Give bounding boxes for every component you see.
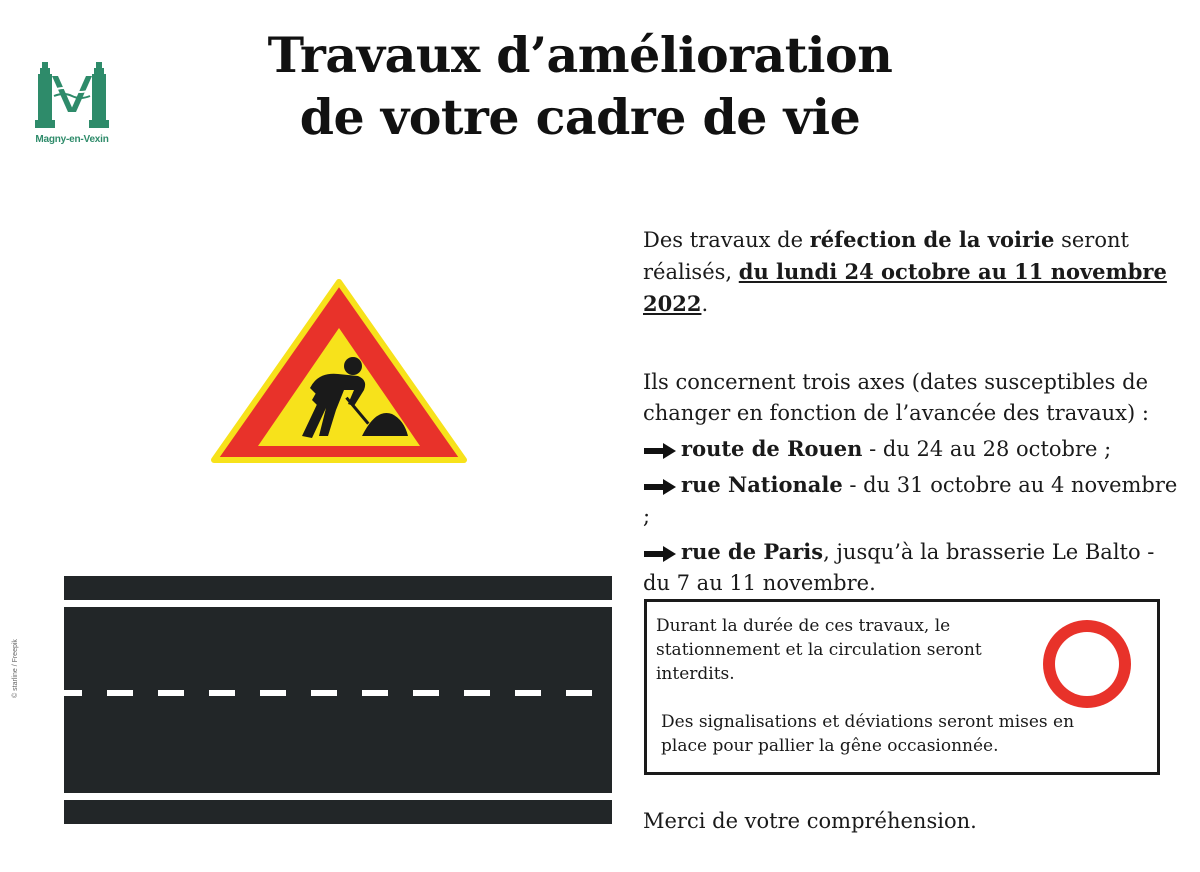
notice-text-1: Durant la durée de ces travaux, le stationnement et la circulation seront interdits. bbox=[656, 616, 982, 684]
closing-text: Merci de votre compréhension. bbox=[643, 809, 977, 833]
town-logo-icon bbox=[34, 60, 110, 132]
roadwork-warning-sign-icon bbox=[208, 276, 470, 472]
intro-bold: réfection de la voirie bbox=[809, 227, 1055, 252]
road-dash bbox=[413, 690, 439, 696]
list-item bbox=[643, 536, 1183, 599]
title-line-1: Travaux d’amélioration bbox=[267, 26, 893, 84]
intro-text-2: seront réalisés, bbox=[643, 228, 1129, 284]
road-dash bbox=[209, 690, 235, 696]
list-item bbox=[643, 433, 1183, 465]
road-dash bbox=[158, 690, 184, 696]
intro-text-3: . bbox=[701, 292, 709, 316]
axes-lead: Ils concernent trois axes (dates susceptibles de changer en fonction de l’avancée des travaux) : bbox=[643, 370, 1149, 425]
notice-text-2: Des signalisations et déviations seront mises en place pour pallier la gêne occasionnée. bbox=[661, 712, 1075, 756]
no-vehicles-sign-icon bbox=[1037, 616, 1137, 712]
list-item bbox=[643, 469, 1183, 532]
axis-detail: - du 24 au 28 octobre ; bbox=[862, 437, 1112, 461]
arrow-right-icon bbox=[643, 442, 677, 460]
axis-name: route de Rouen bbox=[681, 436, 863, 461]
town-logo-text: Magny-en-Vexin bbox=[35, 134, 109, 145]
axis-name: rue de Paris bbox=[681, 539, 824, 564]
road-dash bbox=[107, 690, 133, 696]
image-credit: © starline / Freepik bbox=[11, 639, 19, 698]
axis-detail: , jusqu’à la brasserie Le Balto - du 7 au 11 novembre. bbox=[643, 540, 1155, 595]
axis-name: rue Nationale bbox=[681, 472, 843, 497]
town-logo bbox=[34, 60, 110, 146]
arrow-right-icon bbox=[643, 545, 677, 563]
road-dash bbox=[64, 690, 82, 696]
intro-dates: du lundi 24 octobre au 11 novembre 2022 bbox=[643, 259, 1167, 316]
page-title bbox=[230, 24, 930, 148]
intro-paragraph bbox=[643, 224, 1183, 320]
road-dash bbox=[515, 690, 541, 696]
arrow-right-icon bbox=[643, 478, 677, 496]
road-dash bbox=[362, 690, 388, 696]
title-line-2: de votre cadre de vie bbox=[299, 88, 861, 146]
road-dash bbox=[260, 690, 286, 696]
axis-detail: - du 31 octobre au 4 novembre ; bbox=[643, 473, 1178, 528]
intro-text-1: Des travaux de bbox=[643, 228, 810, 252]
road-dash bbox=[311, 690, 337, 696]
axes-section bbox=[643, 367, 1183, 599]
road-dash bbox=[566, 690, 592, 696]
road-dash bbox=[464, 690, 490, 696]
road-illustration bbox=[64, 576, 612, 826]
notice-box bbox=[644, 599, 1160, 775]
